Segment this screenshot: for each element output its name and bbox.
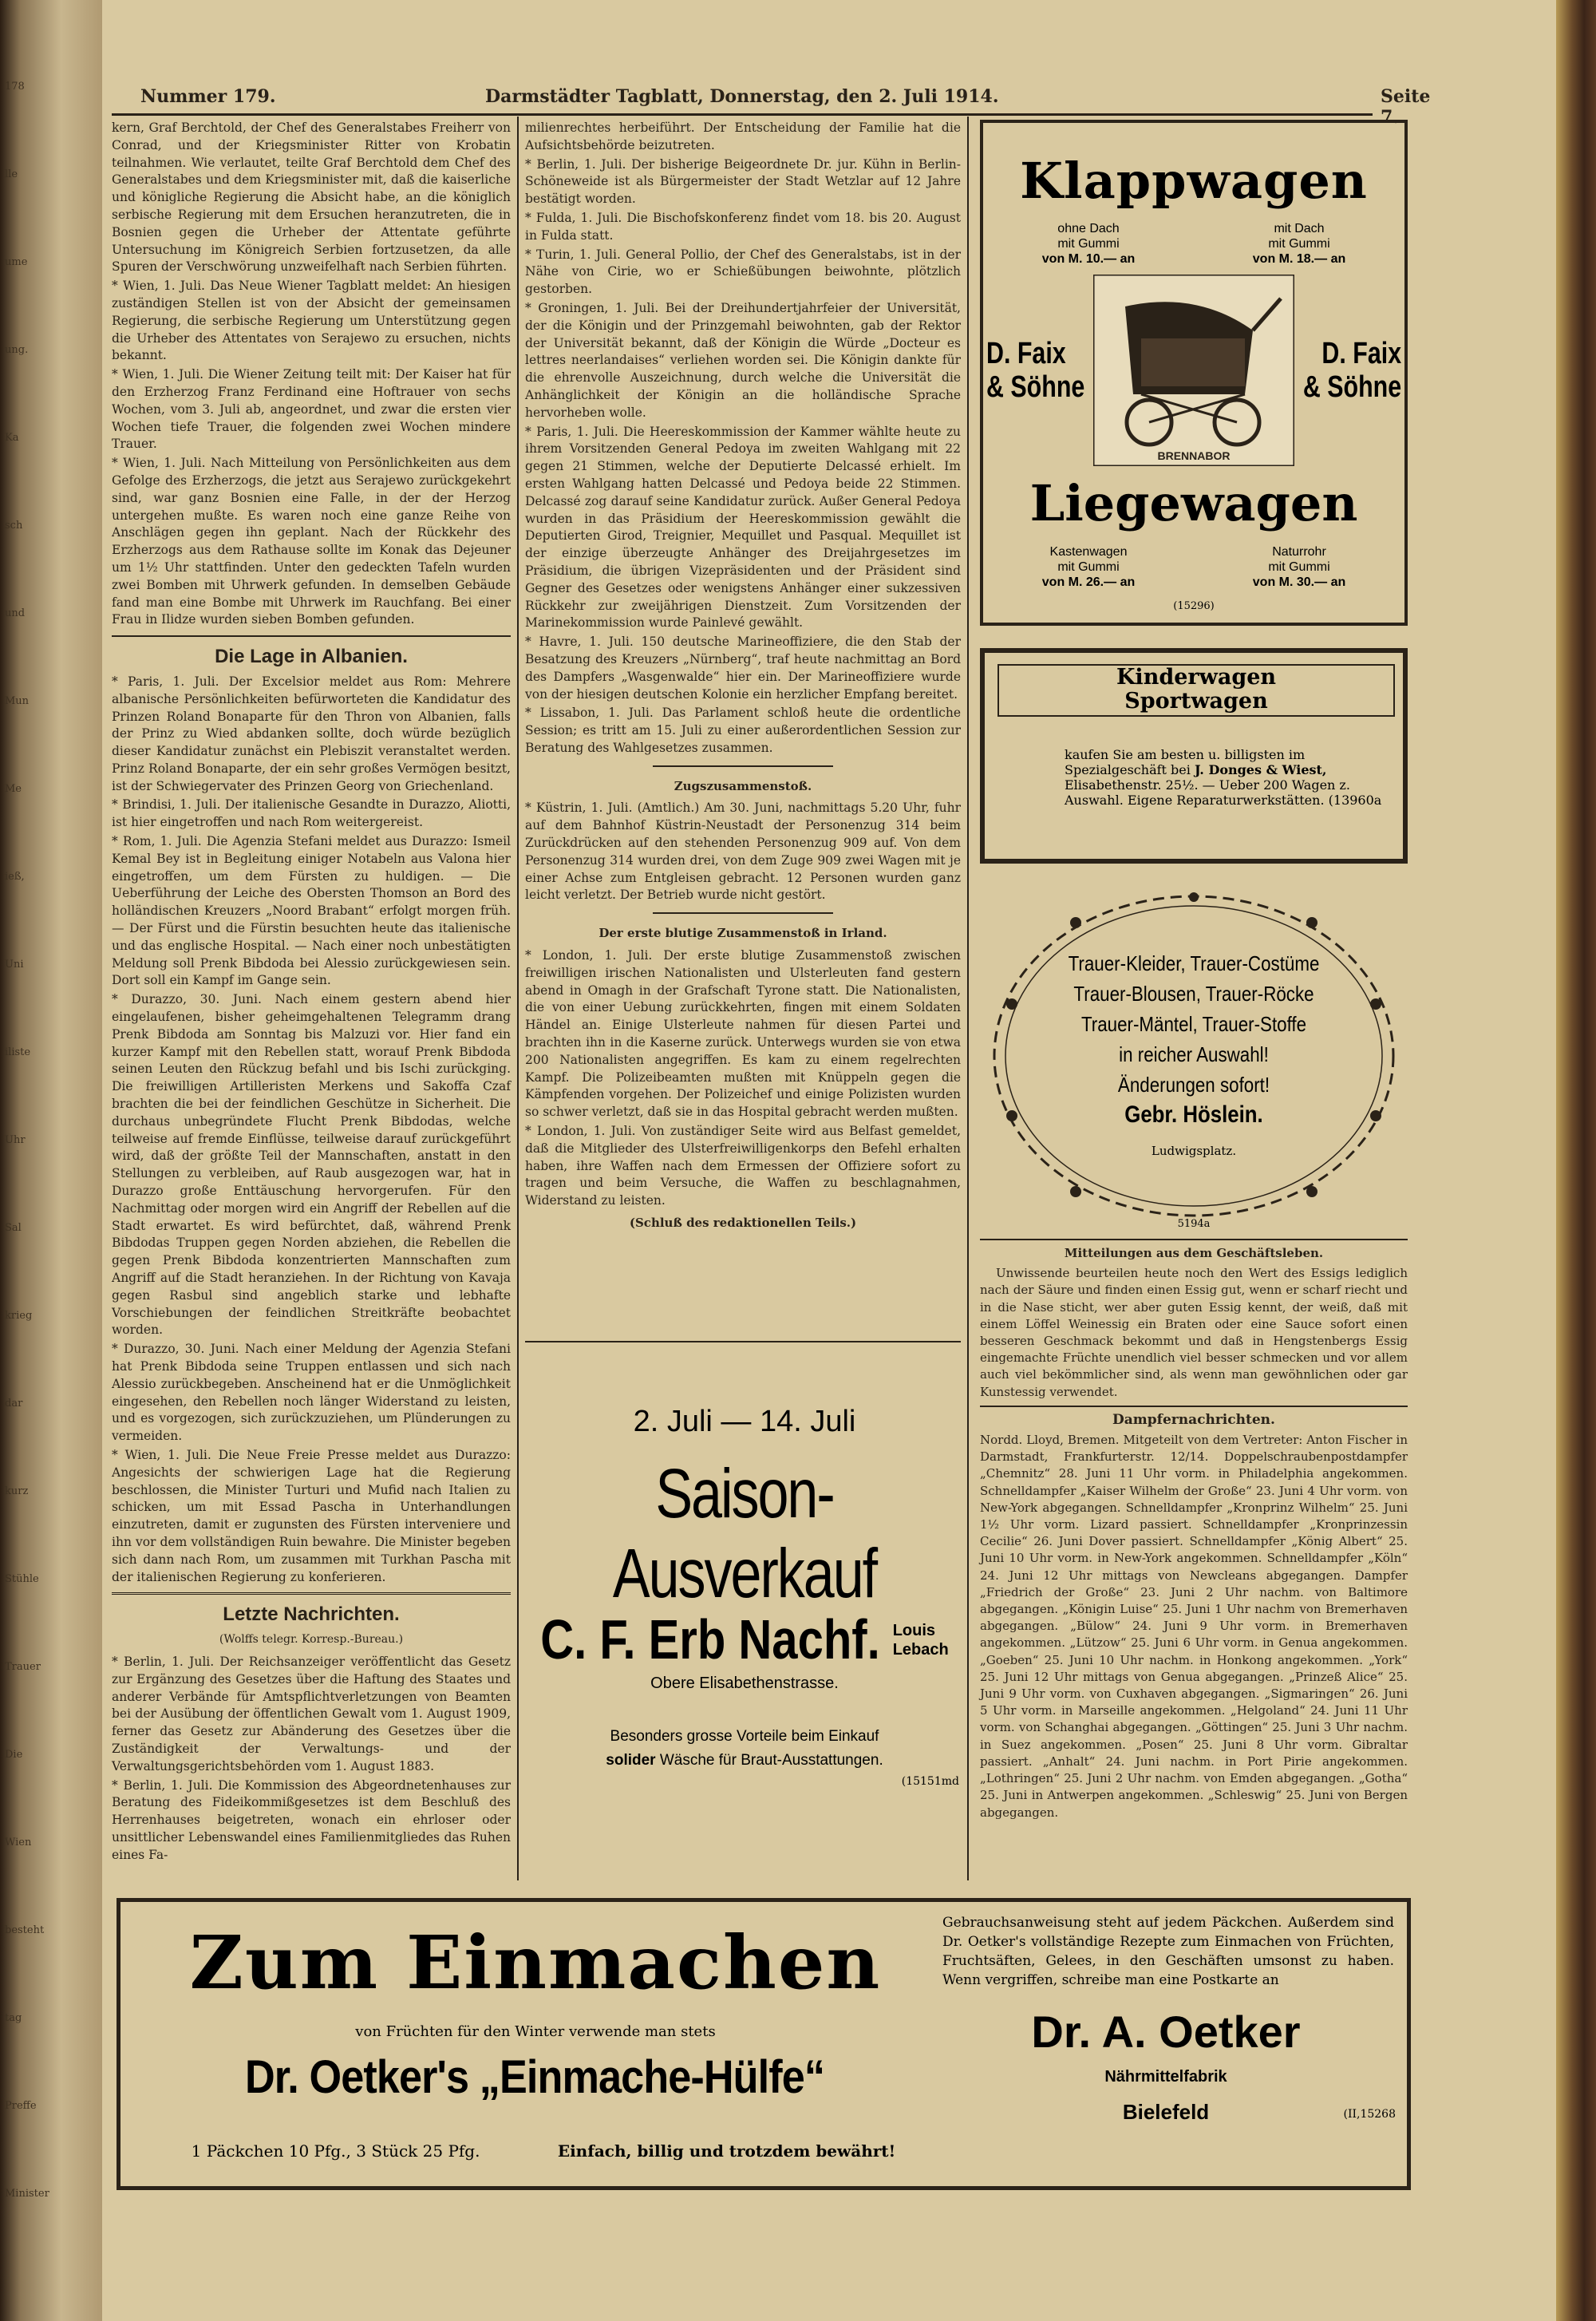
trauer-place: Ludwigsplatz. <box>1151 1144 1237 1158</box>
column-1 <box>112 120 511 1866</box>
faix-right-1: D. Faix <box>1321 337 1401 370</box>
heading-zugszusammenstoss: Zugszusammenstoß. <box>674 778 812 793</box>
news-paragraph: * Wien, 1. Juli. Das Neue Wiener Tagblatt meldet: An hiesigen zuständigen Stellen ist von der Absicht der gemeinsamen Regierung, die serbische Regierung um Unterstützung gegen die Urheber des Attentates von Serajewo zu ersuchen, nichts bekannt. <box>112 279 511 363</box>
trauer-ad <box>980 884 1408 1236</box>
klapp-right-spec2: mit Gummi <box>1268 237 1330 251</box>
liege-left-spec: Kastenwagen <box>1049 545 1128 559</box>
kinderwagen-code: (13960a <box>1328 793 1382 808</box>
news-paragraph: * Wien, 1. Juli. Nach Mitteilung von Persönlichkeiten aus dem Gefolge des Erzherzogs, die jetzt aus Serajewo zurückgekehrt sind, war ganz Bosnien eine Falle, in der der Herzog untergehen mußte. Es waren noch eine ganze Reihe von Anschlägen gegen ihn geplant. Nach der Rückkehr des Erzherzogs aus dem Rathause sollte im Konak das Dejeuner um 1½ Uhr stattfinden. Unter den gedeckten Tafeln wurden zwei Bomben mit Uhrwerk gefunden. In demselben Gebäude fand man eine Bombe mit Uhrwerk im Rauchfang. Bei einer Frau in Ilidze wurden sieben Bomben gefunden. <box>112 456 511 627</box>
news-paragraph: * Rom, 1. Juli. Die Agenzia Stefani meldet aus Durazzo: Ismeil Kemal Bey ist in Begleitung einiger Notabeln aus Valona hier eingetroffen, um dem Fürsten zu huldigen. — Die Ueberführung der Leiche des Obersten Thomson an Bord des holländischen Kreuzers „Noord Brabant“ erfolgt morgen früh. — Der Fürst und die Fürstin besuchten heute das italienische und das englische Hospital. — Nach einer noch unbestätigten Meldung soll Prenk Bibdoda bei Alessio zurückgewiesen sein. Dort soll ein Kampf im Gange sein. <box>112 834 511 988</box>
col2-ad-rule <box>525 1341 961 1342</box>
left-page-word: dar <box>5 1398 23 1410</box>
left-page-fragment <box>0 0 102 2321</box>
left-page-word: Minister <box>5 2188 49 2200</box>
trauer-line3: Trauer-Mäntel, Trauer-Stoffe <box>1080 1012 1307 1036</box>
sale-firm-owner-1: Louis <box>892 1621 936 1639</box>
sale-firm-owner-2: Lebach <box>892 1640 949 1659</box>
liege-left-price: von M. 26.— an <box>1041 575 1136 589</box>
news-paragraph: * Berlin, 1. Juli. Die Kommission des Abgeordnetenhauses zur Beratung des Fideikommißgesetzes ist dem Beschluß des Herrenhauses beigetreten, wonach ein ehrloser oder unsittlicher Lebenswandel eines Familienmitgliedes das Ruhen eines Fa- <box>112 1777 511 1862</box>
faix-left-2: & Söhne <box>986 370 1085 404</box>
kinderwagen-firm: J. Donges & Wiest, <box>1194 762 1327 777</box>
news-paragraph: * London, 1. Juli. Von zuständiger Seite wird aus Belfast gemeldet, daß die Mitglieder des Ulsterfreiwilligenkorps den Befehl erhalten haben, ihre Waffen nach dem Ermessen der Offiziere sofort zu tragen und beim Versuche, die Waffen zu beschlagnahmen, Widerstand zu leisten. <box>525 1124 961 1208</box>
liege-right-price: von M. 30.— an <box>1252 575 1346 589</box>
trauer-line1: Trauer-Kleider, Trauer-Costüme <box>1068 951 1320 975</box>
left-page-word: Trauer <box>5 1661 41 1673</box>
dampfer-text: Nordd. Lloyd, Bremen. Mitgeteilt von dem Vertreter: Anton Fischer in Darmstadt, Frankfurterstr. 12/14. Doppelschraubenpostdampfer „Chemnitz“ 28. Juni 11 Uhr vorm. in Philadelphia angekommen. Schnelldampfer „Kaiser Wilhelm der Große“ 23. Juni 4 Uhr vorm. von New-York abgegangen. Schnelldampfer „Kronprinz Wilhelm“ 25. Juni 1½ Uhr vorm. Lizard passiert. Schnelldampfer „Kronprinzessin Cecilie“ 26. Juni Dover passiert. Schnelldampfer „König Albert“ 25. Juni 10 Uhr vorm. in New-York angekommen. Schnelldampfer „Köln“ 24. Juni 12 Uhr mittags von Newcleans abgegangen. Dampfer „Friedrich der Große“ 23. Juni 2 Uhr nachm. von Baltimore abgegangen. „Königin Luise“ 25. Juni 1 Uhr nachm von Bremerhaven abgegangen. „Bülow“ 24. Juni 9 Uhr vorm. in Bremerhaven angekommen. „Lützow“ 25. Juni 6 Uhr vorm. in Genua angekommen. „Goeben“ 25. Juni 10 Uhr nachm. in Honkong angekommen. „York“ 25. Juni 12 Uhr mittags von Genua abgegangen. „Prinzeß Alice“ 25. Juni 9 Uhr vorm. von Cuxhaven abgegangen. „Sigmaringen“ 26. Juni 5 Uhr vorm. in Marseille angekommen. „Helgoland“ 24. Juni 11 Uhr vorm. von Schanghai abgegangen. „Göttingen“ 25. Juni 3 Uhr nachm. in Suez angekommen. „Posen“ 25. Juni 8 Uhr vorm. Gibraltar passiert. „Anhalt“ 24. Juni nachm. in Port Pirie angekommen. „Lothringen“ 25. Juni 2 Uhr nachm. von Emden abgegangen. „Gotha“ 25. Juni in Antwerpen angekommen. „Schleswig“ 25. Juni von Bergen abgegangen. <box>980 1433 1408 1820</box>
news-paragraph: * Brindisi, 1. Juli. Der italienische Gesandte in Durazzo, Aliotti, ist hier eingetroffen und nach Rom weitergereist. <box>112 797 511 830</box>
header-rule <box>112 113 1373 116</box>
news-paragraph: * Turin, 1. Juli. General Pollio, der Chef des Generalstabs, ist in der Nähe von Cirie, wo er Schießübungen beiwohnte, plötzlich gestorben. <box>525 247 961 297</box>
news-paragraph: * Durazzo, 30. Juni. Nach einem gestern abend hier eingelaufenen, bisher geheimgehaltenen Telegramm drang Prenk Bibdoda am Sonntag bis Malzuzi vor. Hier fand ein kurzer Kampf mit den Rebellen statt, worauf Prenk Bibdoda seinen Leuten den Rückzug befahl und bis Ischi zurückging. Die freiwilligen Artilleristen Merkens und Sakoffa Czaf brachten die bei der feindlichen Geschütze in Sicherheit. Die durchaus unbegründete Flucht Prenk Bibdodas, welche teilweise auf fremde Einflüsse, teilweise darauf zurückgeführt wird, daß der größte Teil der Mannschaften, anstatt in den Stellungen zu verbleiben, auf Raub ausgezogen war, hat in Durazzo große Enttäuschung hervorgerufen. Für den Nachmittag oder morgen wird ein Angriff der Rebellen auf die Stadt erwartet. Es wird befürchtet, daß, während Prenk Bibdodas Truppen gegen Norden abziehen, die Rebellen die gegen Prenk Bibdoda konzentrierten Mannschaften zum Angriff auf die Stadt heranziehen. In der Richtung von Kavaja gegen Rasbul sind angeblich starke und lebhafte Vorschiebungen der feindlichen Streitkräfte beobachtet worden. <box>112 992 511 1338</box>
left-page-word: Uni <box>5 959 24 971</box>
news-paragraph: * Lissabon, 1. Juli. Das Parlament schloß heute die ordentliche Session; es tritt am 15. Juli zu einer außerordentlichen Session zur Beratung des Wahlgesetzes zusammen. <box>525 706 961 755</box>
sale-firm: C. F. Erb Nachf. <box>540 1608 880 1671</box>
news-paragraph: * Paris, 1. Juli. Die Heereskommission der Kammer wählte heute zu ihrem Vorsitzenden General Pedoya im zweiten Wahlgang mit 22 gegen 21 Stimmen, welche der Deputierte Delcassé erhielt. Im ersten Wahlgang hatten Delcassé und Pedoya beide 22 Stimmen. Delcassé zog darauf seine Kandidatur zurück. Außer General Pedoya wurden in das Präsidium der Heereskommission gewählt die Deputierten Girod, Treignier, Mequillet und Pasqual. Mequillet ist der einzige überzeugte Anhänger des Dreijahrgesetzes im Präsidium, die übrigen Vizepräsidenten und der Präsident sind Gegner des Gesetzes oder wenigstens Anhänger einer sukzessiven Rückkehr zur zweijährigen Dienstzeit. Zum Vorsitzenden der Marinekommission wurde Painlevé gewählt. <box>525 424 961 631</box>
trauer-line2: Trauer-Blousen, Trauer-Röcke <box>1073 982 1314 1006</box>
left-page-word: tag <box>5 2012 22 2024</box>
column-3-text <box>980 1239 1408 1823</box>
left-page-word: ume <box>5 256 28 268</box>
left-page-word: ieß, <box>5 871 25 883</box>
liege-right-spec2: mit Gummi <box>1268 560 1330 574</box>
left-page-word: Wien <box>5 1837 32 1848</box>
issue-number: Nummer 179. <box>140 86 276 107</box>
geschaeft-text: Unwissende beurteilen heute noch den Wert des Essigs lediglich nach der Säure und finden einen Essig gut, wenn er scharf riecht und in die Nase sticht, wer aber guten Essig kennt, der weiß, daß mit einem Löffel Weinessig ein Braten oder eine Sauce sofort einen besseren Geschmack bekommt und daß in Hengstenbergs Essig eingemachte Früchte unendlich viel besser schmecken und vor allem auch viel bekömmlicher sind, als wenn man gewöhnlichen oder gar Kunstessig verwendet. <box>980 1266 1408 1399</box>
sale-dates: 2. Juli — 14. Juli <box>633 1405 856 1438</box>
news-paragraph: kern, Graf Berchtold, der Chef des Generalstabes Freiherr von Conrad, und der Kriegsminister Ritter von Krobatin teilnahmen. Wie verlautet, teilte Graf Berchtold dem Chef des Generalstabes und dem Kriegsminister mit, daß die kaiserliche und königliche Regierung die Absicht habe, an die königlich serbische Regierung mit dem Ersuchen heranzutreten, die in Bosnien gegen die Urheber der Attentate geführte Untersuchung im Königreich Serbien fortzusetzen, da alle Spuren der Verschwörung unzweifelhaft nach Serbien führten. <box>112 121 511 275</box>
klappwagen-ad <box>980 120 1408 626</box>
liege-left-spec2: mit Gummi <box>1057 560 1120 574</box>
heading-irland: Der erste blutige Zusammenstoß in Irland. <box>598 926 887 941</box>
news-paragraph: * Groningen, 1. Juli. Bei der Dreihundertjahrfeier der Universität, der die Königin und der Prinzgemahl beiwohnten, gab der Rektor der Universität bekannt, daß der Königin die Würde „Docteur es lettres neerlandaises“ verliehen worden sei. Die Königin dankte für die ehrenvolle Auszeichnung, durch welche die Universität die Anhänglichkeit der Königin an die holländische Sprache hervorheben wolle. <box>525 300 961 420</box>
news-paragraph: * Paris, 1. Juli. Der Excelsior meldet aus Rom: Mehrere albanische Persönlichkeiten befürworteten die Kandidatur des Prinzen Roland Bonaparte für den Thron von Albanien, falls der Prinz zu Wied abdanken sollte, doch würde bezüglich dieser Kandidatur zunächst ein Plebiszit veranstaltet werden. Prinz Roland Bonaparte, der ein sehr großes Vermögen besitzt, ist der Schwiegervater des Prinzen Georg von Griechenland. <box>112 674 511 793</box>
news-paragraph: * Küstrin, 1. Juli. (Amtlich.) Am 30. Juni, nachmittags 5.20 Uhr, fuhr auf dem Bahnhof Küstrin-Neustadt der Personenzug 314 beim Zurückdrücken auf den stehenden Personenzug 909 auf. Von dem Personenzug 314 wurden drei, von dem Zuge 909 zwei Wagen mit je einer Achse zum Entgleisen gebracht. 12 Personen wurden ganz leicht verletzt. Der Betrieb wurde nicht gestört. <box>525 801 961 903</box>
left-page-word: Uhr <box>5 1134 26 1146</box>
klapp-left-spec1: ohne Dach <box>1057 222 1120 235</box>
oetker-code: (II,15268 <box>1343 2108 1396 2121</box>
klapp-right-price: von M. 18.— an <box>1252 252 1346 266</box>
kinderwagen-title: Kinderwagen <box>1116 665 1277 690</box>
sale-line2-bold: solider <box>606 1752 656 1769</box>
oetker-product: Dr. Oetker's „Einmache-Hülfe“ <box>244 2051 825 2103</box>
kinderwagen-ad <box>980 648 1408 864</box>
trauer-code: 5194a <box>1177 1218 1211 1230</box>
page-number: Seite 7. <box>1381 86 1431 128</box>
news-paragraph: * Durazzo, 30. Juni. Nach einer Meldung der Agenzia Stefani hat Prenk Bibdoda seine Truppen entlassen und sich nach Alessio zurückbegeben. Anscheinend hat er die Unmöglichkeit eingesehen, den Rebellen noch länger Widerstand zu leisten, und es vorgezogen, sich zurückzuziehen, um Plünderungen zu vermeiden. <box>112 1342 511 1444</box>
heading-letzte-nachrichten: Letzte Nachrichten. <box>223 1603 400 1626</box>
letzte-nachrichten-source: (Wolffs telegr. Korresp.-Bureau.) <box>219 1633 404 1647</box>
liege-right-spec: Naturrohr <box>1272 545 1326 559</box>
left-page-word: krieg <box>5 1310 33 1322</box>
oetker-ad <box>117 1898 1411 2190</box>
faix-right-2: & Söhne <box>1302 370 1401 404</box>
news-paragraph: * Wien, 1. Juli. Die Wiener Zeitung teilt mit: Der Kaiser hat für den Erzherzog Franz Ferdinand eine Hoftrauer von sechs Wochen, vom 3. Juli ab, angeordnet, und zwar die ersten vier Wochen tiefe Trauer, die folgenden zwei Wochen mindere Trauer. <box>112 367 511 452</box>
left-page-word: lle <box>5 168 18 180</box>
oetker-title: Zum Einmachen <box>189 1920 882 2006</box>
column-divider-1 <box>517 117 519 1880</box>
oetker-price: 1 Päckchen 10 Pfg., 3 Stück 25 Pfg. <box>191 2141 480 2161</box>
sale-title: Saison-Ausverkauf <box>612 1454 877 1612</box>
left-page-word: 178 <box>5 81 25 93</box>
sale-street: Obere Elisabethenstrasse. <box>650 1675 839 1692</box>
heading-albanien: Die Lage in Albanien. <box>215 646 408 668</box>
trauer-line4: in reicher Auswahl! <box>1119 1042 1269 1066</box>
oetker-right-text: Gebrauchsanweisung steht auf jedem Päckchen. Außerdem sind Dr. Oetker's vollständige Rezepte zum Einmachen von Früchten, Fruchtsäften, Gelees, in den Geschäften umsonst zu haben. Wenn vergriffen, schreibe man eine Postkarte an <box>942 1915 1394 1988</box>
news-paragraph: * Berlin, 1. Juli. Der Reichsanzeiger veröffentlicht das Gesetz zur Ergänzung des Gesetzes über die Haftung des Staates und anderer Verbände für Amtspflichtverletzungen von Beamten bei der Ausübung der öffentlichen Gewalt vom 1. August 1909, ferner das Gesetz zur Abänderung des Gesetzes über die Zuständigkeit der Verwaltungs- und der Verwaltungsgerichtsbehörden vom 1. August 1883. <box>112 1654 511 1773</box>
oetker-subtitle: von Früchten für den Winter verwende man stets <box>355 2023 716 2040</box>
news-paragraph: * Havre, 1. Juli. 150 deutsche Marineoffiziere, die den Stab der Besatzung des Kreuzers „Nürnberg“, traf heute nachmittag an Bord des Dampfers „Wasgenwalde“ hier ein. Der Marineoffiziere wurde von der hiesigen deutschen Kolonie ein herzlicher Empfang bereitet. <box>525 635 961 702</box>
left-page-word: Ka <box>5 432 19 444</box>
column-2 <box>525 120 961 1232</box>
oetker-firm: Dr. A. Oetker <box>1031 2007 1301 2057</box>
faix-left-1: D. Faix <box>986 337 1066 370</box>
heading-geschaeftsleben: Mitteilungen aus dem Geschäftsleben. <box>1064 1246 1324 1260</box>
end-of-editorial: (Schluß des redaktionellen Teils.) <box>629 1216 857 1231</box>
kinderwagen-text2: Elisabethenstr. 25½. — Ueber 200 Wagen z. Auswahl. Eigene Reparaturwerkstätten. <box>1065 777 1350 808</box>
heading-dampfer: Dampfernachrichten. <box>1112 1411 1275 1428</box>
sale-code: (15151md <box>901 1775 959 1788</box>
brennabor-label: BRENNABOR <box>1157 449 1231 462</box>
left-page-word: ung. <box>5 344 29 356</box>
article-attentat <box>112 120 511 629</box>
oetker-firm-sub: Nährmittelfabrik <box>1104 2068 1227 2086</box>
klapp-left-spec2: mit Gummi <box>1057 237 1120 251</box>
article-zug <box>525 800 961 904</box>
pram-illustration <box>1093 275 1294 466</box>
sale-line2: Wäsche für Braut-Ausstattungen. <box>659 1752 883 1769</box>
left-page-word: und <box>5 607 26 619</box>
liegewagen-title: Liegewagen <box>1029 474 1358 532</box>
left-page-word: Mun <box>5 695 30 707</box>
klapp-left-price: von M. 10.— an <box>1041 252 1136 266</box>
left-page-word: Preffe <box>5 2100 37 2112</box>
left-page-word: Me <box>5 783 22 795</box>
article-albanien <box>112 674 511 1586</box>
article-news <box>525 120 961 757</box>
news-paragraph: milienrechtes herbeiführt. Der Entscheidung der Familie hat die Aufsichtsbehörde beizutreten. <box>525 121 961 152</box>
article-letzte <box>112 1654 511 1864</box>
news-paragraph: * Berlin, 1. Juli. Der bisherige Beigeordnete Dr. jur. Kühn in Berlin-Schöneweide ist als Bürgermeister der Stadt Wetzlar auf 12 Jahre bestätigt worden. <box>525 156 961 207</box>
oetker-city: Bielefeld <box>1122 2100 1210 2124</box>
news-paragraph: * Fulda, 1. Juli. Die Bischofskonferenz findet vom 18. bis 20. August in Fulda statt. <box>525 210 961 243</box>
left-page-word: kurz <box>5 1485 29 1497</box>
sportwagen-title: Sportwagen <box>1124 689 1268 714</box>
klappwagen-title: Klappwagen <box>1020 152 1368 210</box>
kinderwagen-text1: kaufen Sie am besten u. billigsten im Spezialgeschäft bei <box>1065 747 1306 777</box>
left-page-word: besteht <box>5 1924 45 1936</box>
oetker-slogan: Einfach, billig und trotzdem bewährt! <box>557 2141 896 2161</box>
article-irland <box>525 947 961 1210</box>
masthead-line: Darmstädter Tagblatt, Donnerstag, den 2. Juli 1914. <box>485 86 999 107</box>
left-page-word: iliste <box>5 1046 31 1058</box>
book-binding <box>1556 0 1596 2321</box>
saison-ausverkauf-ad <box>527 1405 962 1788</box>
left-page-word: sch <box>5 520 23 532</box>
news-paragraph: * Wien, 1. Juli. Die Neue Freie Presse meldet aus Durazzo: Angesichts der schwierigen Lage hat die Regierung beschlossen, die Minister Turturi und Mufid nach Italien zu schicken, um mit Essad Pascha in Unterhandlungen einzutreten, damit er zugunsten des Fürsten interveniere und ihn vor dem vollständigen Ruin bewahre. Die Minister begeben sich dann nach Rom, um zusammen mit Turkhan Pascha mit der italienischen Regierung zu konferieren. <box>112 1447 511 1584</box>
klapp-right-spec1: mit Dach <box>1274 222 1325 235</box>
sale-line1: Besonders grosse Vorteile beim Einkauf <box>610 1728 879 1745</box>
left-page-word: Die <box>5 1749 23 1761</box>
klappwagen-code: (15296) <box>1173 600 1215 612</box>
left-page-word: Stühle <box>5 1573 39 1585</box>
news-paragraph: * London, 1. Juli. Der erste blutige Zusammenstoß zwischen freiwilligen irischen Nationalisten und Ulsterleuten fand gestern abend in Omagh in der Grafschaft Tyrone statt. Die Nationalisten, die von einer Uebung zurückkehrten, fingen mit einem Soldaten Händel an. Einige Ulsterleute nahmen für diesen Partei und brachten ihn in die Kaserne zurück. Unterwegs wurden sie von etwa 200 Nationalisten angegriffen. Es kam zu einem regelrechten Kampf. Die Polizeibeamten mußten mit Knüppeln gegen die Kämpfenden vorgehen. Der Polizeichef und einige Polizisten wurden so schwer verletzt, daß sie in das Hospital gebracht werden mußten. <box>525 948 961 1120</box>
left-page-word: Sal <box>5 1222 22 1234</box>
trauer-line5: Änderungen sofort! <box>1117 1073 1270 1097</box>
column-divider-2 <box>967 117 969 1880</box>
trauer-firm: Gebr. Höslein. <box>1124 1101 1263 1128</box>
